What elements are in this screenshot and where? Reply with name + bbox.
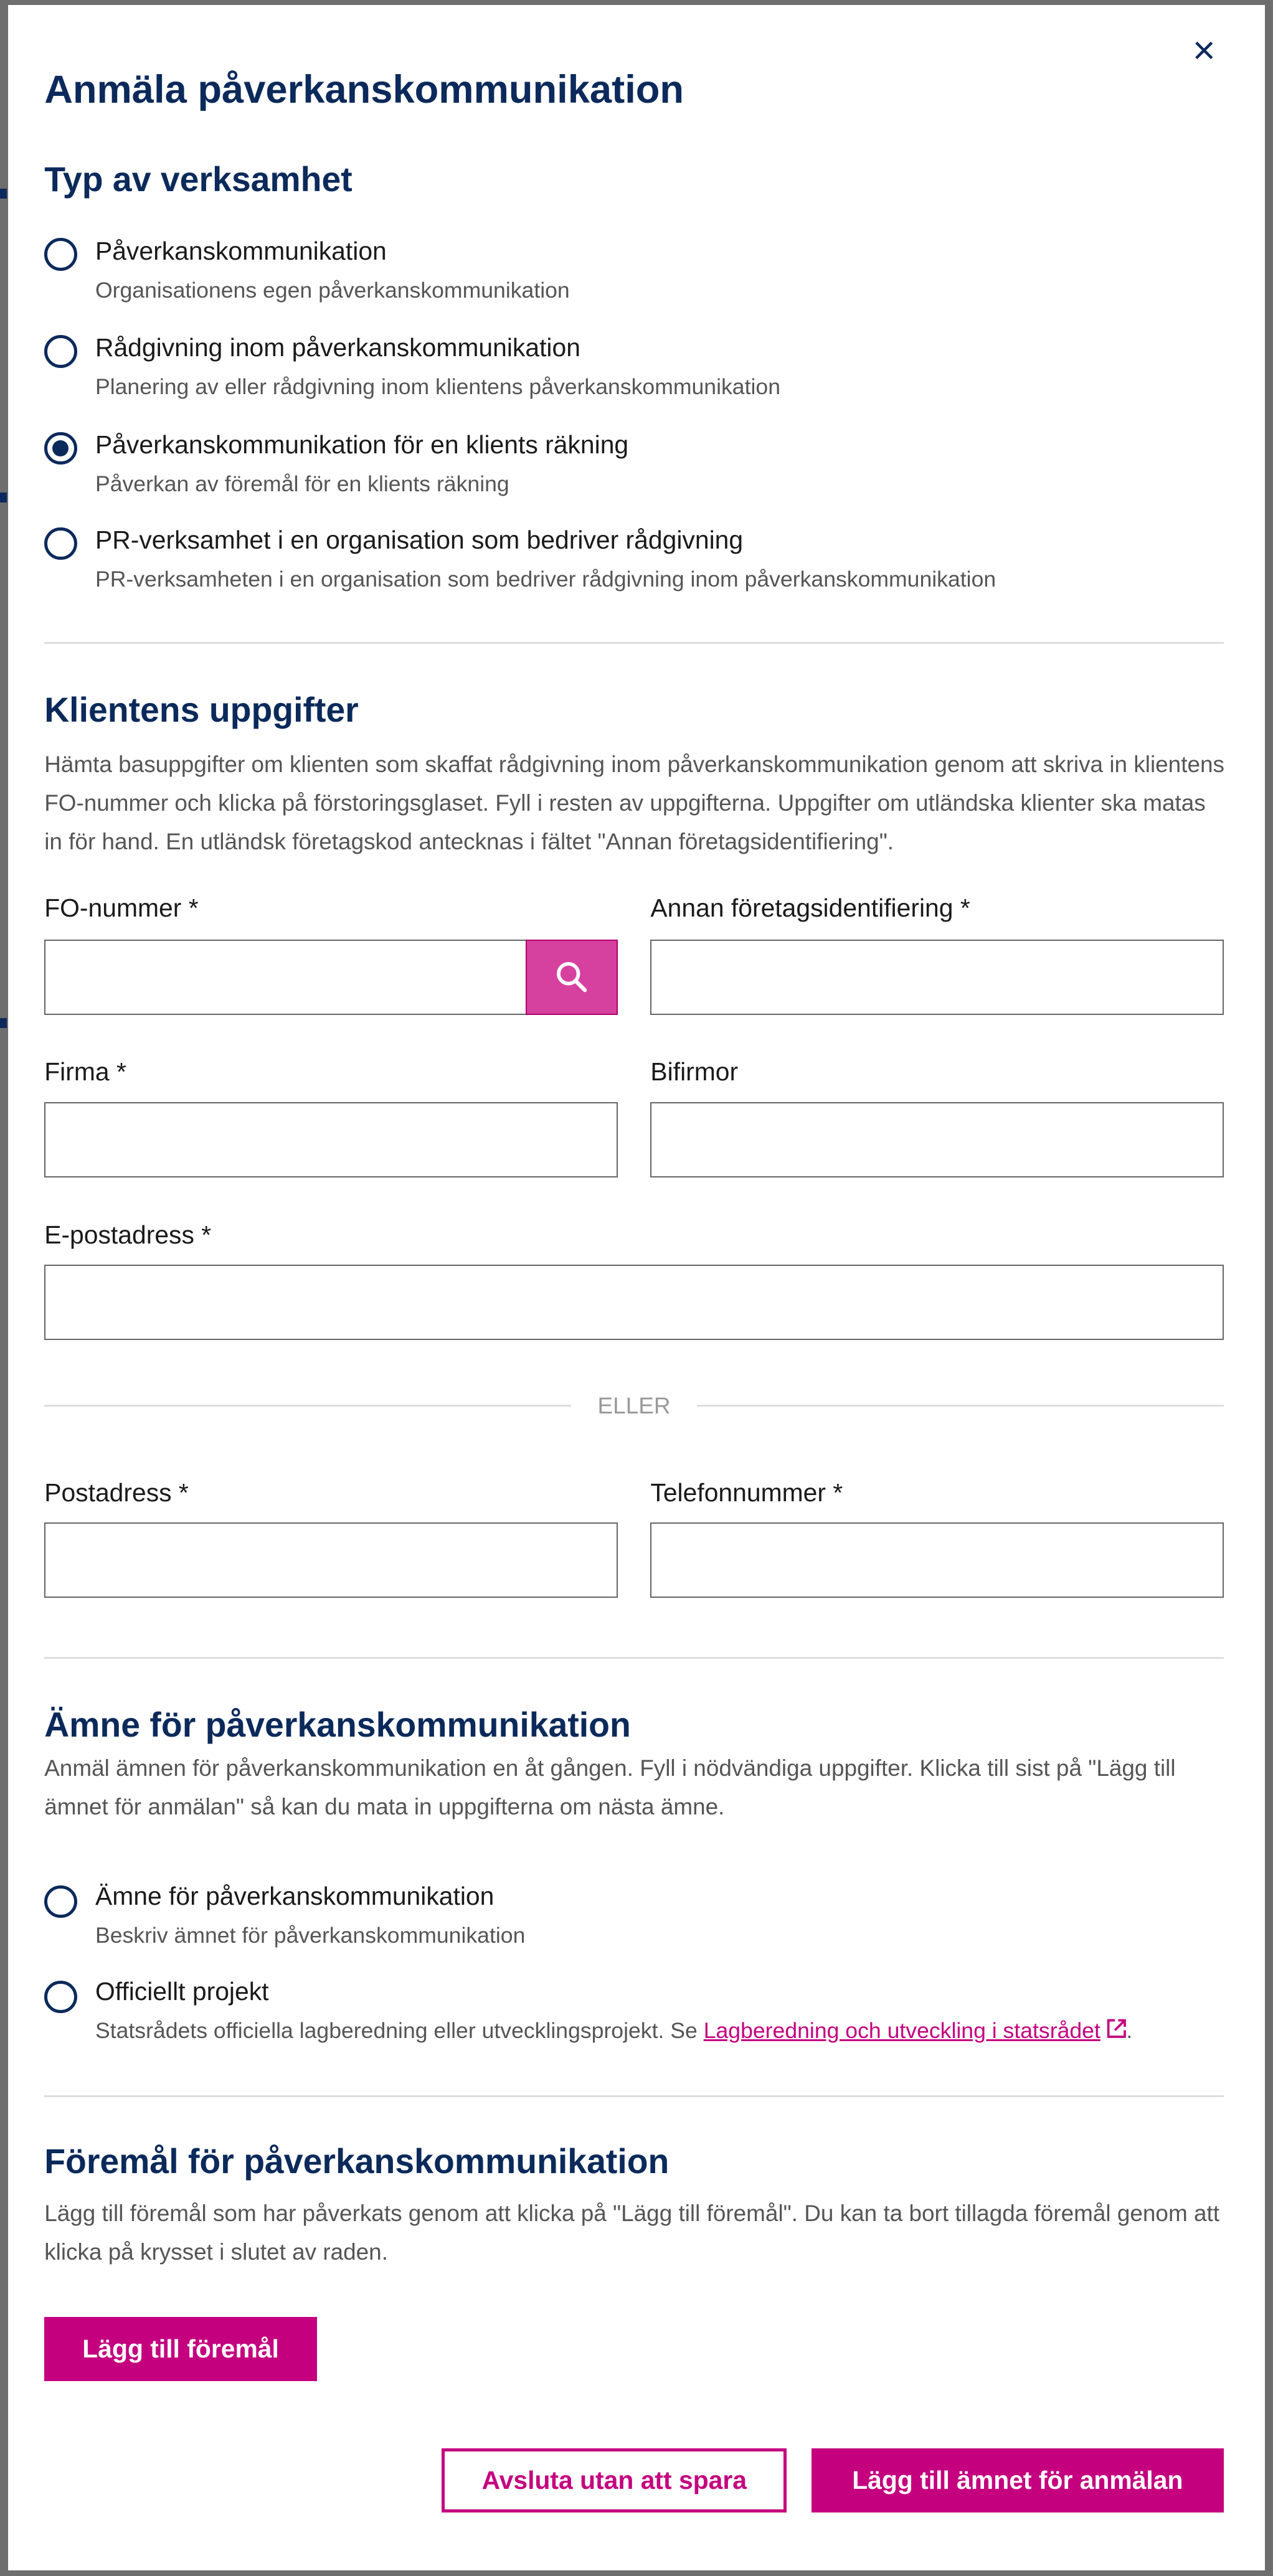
radio-description: Planering av eller rådgivning inom klientens påverkanskommunikation — [95, 374, 780, 400]
report-modal — [8, 5, 1265, 2570]
or-label: ELLER — [597, 1392, 671, 1418]
or-separator — [44, 1393, 1224, 1419]
desc-text: Statsrådets officiella lagberedning eller utvecklingsprojekt. Se — [95, 2018, 704, 2044]
email-label: E-postadress * — [44, 1220, 212, 1249]
phone-label: Telefonnummer * — [650, 1478, 843, 1507]
add-target-button[interactable]: Lägg till föremål — [44, 2317, 317, 2381]
radio-description: PR-verksamheten i en organisation som bedriver rådgivning inom påverkanskommunikation — [95, 566, 996, 592]
email-input[interactable] — [44, 1265, 1224, 1340]
fo-label: FO-nummer * — [44, 893, 199, 922]
background-page — [0, 189, 7, 199]
radio-label[interactable]: Rådgivning inom påverkanskommunikation — [95, 333, 580, 362]
radio-activity-3[interactable] — [44, 527, 77, 560]
firm-input[interactable] — [44, 1102, 617, 1177]
topic-heading: Ämne för påverkanskommunikation — [44, 1705, 631, 1744]
modal-title: Anmäla påverkanskommunikation — [44, 68, 684, 112]
external-link-icon — [1107, 2019, 1127, 2039]
firm-label: Firma * — [44, 1057, 126, 1087]
targets-heading: Föremål för påverkanskommunikation — [44, 2142, 670, 2181]
cancel-button[interactable]: Avsluta utan att spara — [442, 2448, 787, 2512]
radio-description: Organisationens egen påverkanskommunikation — [95, 277, 570, 303]
aux-names-label: Bifirmor — [650, 1057, 739, 1087]
search-button[interactable] — [526, 940, 618, 1015]
radio-label[interactable]: Påverkanskommunikation — [95, 236, 387, 265]
other-id-label: Annan företagsidentifiering * — [650, 893, 970, 922]
fo-number-input[interactable] — [44, 940, 527, 1015]
targets-intro: Lägg till föremål som har påverkats genom att klicka på "Lägg till föremål". Du kan ta bort tillagda föremål genom att klicka på krysset i slutet av raden. — [44, 2200, 1219, 2265]
activity-type-heading: Typ av verksamhet — [44, 159, 353, 199]
radio-activity-2[interactable] — [44, 432, 77, 465]
postal-label: Postadress * — [44, 1478, 189, 1507]
desc-end: . — [1126, 2018, 1133, 2044]
legislation-link[interactable]: Lagberedning och utveckling i statsrådet — [703, 2018, 1100, 2044]
other-id-input[interactable] — [650, 940, 1223, 1015]
close-icon[interactable]: × — [1192, 29, 1216, 73]
radio-label[interactable]: Ämne för påverkanskommunikation — [95, 1882, 495, 1911]
background-page — [0, 493, 7, 502]
divider — [44, 642, 1224, 644]
divider — [44, 1657, 1224, 1659]
client-intro: Hämta basuppgifter om klienten som skaffat rådgivning inom påverkanskommunikation genom att skriva in klientens FO-nummer och klicka på förstoringsglaset. Fyll i resten av uppgifterna. Uppgifter om utländska klienter ska matas in för hand. En utländsk företagskod antecknas i fältet "Annan företagsidentifiering". — [44, 752, 1224, 855]
search-icon — [554, 959, 590, 995]
phone-input[interactable] — [650, 1522, 1223, 1598]
radio-activity-1[interactable] — [44, 335, 77, 368]
radio-activity-0[interactable] — [44, 238, 77, 271]
client-heading: Klientens uppgifter — [44, 690, 359, 729]
radio-topic-0[interactable] — [44, 1885, 77, 1918]
radio-label[interactable]: Officiellt projekt — [95, 1977, 269, 2006]
radio-label[interactable]: PR-verksamhet i en organisation som bedriver rådgivning — [95, 525, 744, 554]
background-page — [0, 1018, 7, 1028]
radio-label[interactable]: Påverkanskommunikation för en klients räkning — [95, 430, 629, 459]
radio-topic-1[interactable] — [44, 1981, 77, 2014]
submit-topic-button[interactable]: Lägg till ämnet för anmälan — [812, 2448, 1224, 2512]
aux-names-input[interactable] — [650, 1102, 1223, 1177]
radio-description: Beskriv ämnet för påverkanskommunikation — [95, 1923, 526, 1948]
radio-description — [95, 2018, 1132, 2044]
divider — [44, 2095, 1224, 2097]
radio-description: Påverkan av föremål för en klients räkning — [95, 471, 509, 496]
postal-input[interactable] — [44, 1522, 617, 1598]
topic-intro: Anmäl ämnen för påverkanskommunikation en åt gången. Fyll i nödvändiga uppgifter. Klicka till sist på "Lägg till ämnet för anmälan" så kan du mata in uppgifterna om nästa ämne. — [44, 1755, 1176, 1819]
